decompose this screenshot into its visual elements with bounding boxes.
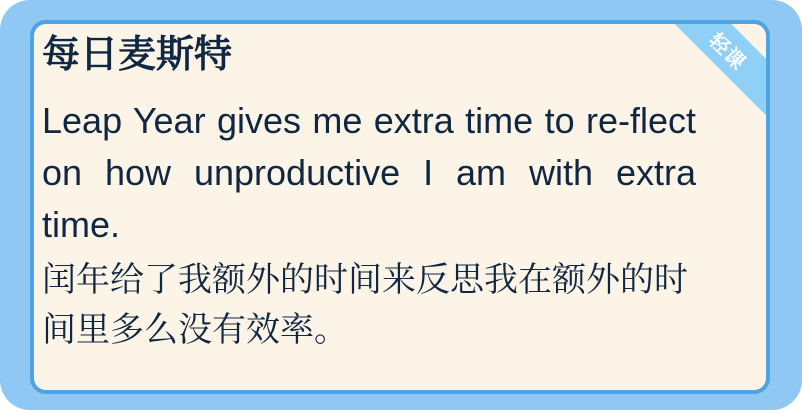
ribbon-label: 轻课 (704, 27, 752, 75)
chinese-translation: 闰年给了我额外的时间来反思我在额外的时间里多么没有效率。 (42, 260, 688, 350)
english-quote: Leap Year gives me extra time to re-flect on how unproductive I am with extra time. (42, 100, 696, 245)
card-title: 每日麦斯特 (42, 32, 233, 76)
